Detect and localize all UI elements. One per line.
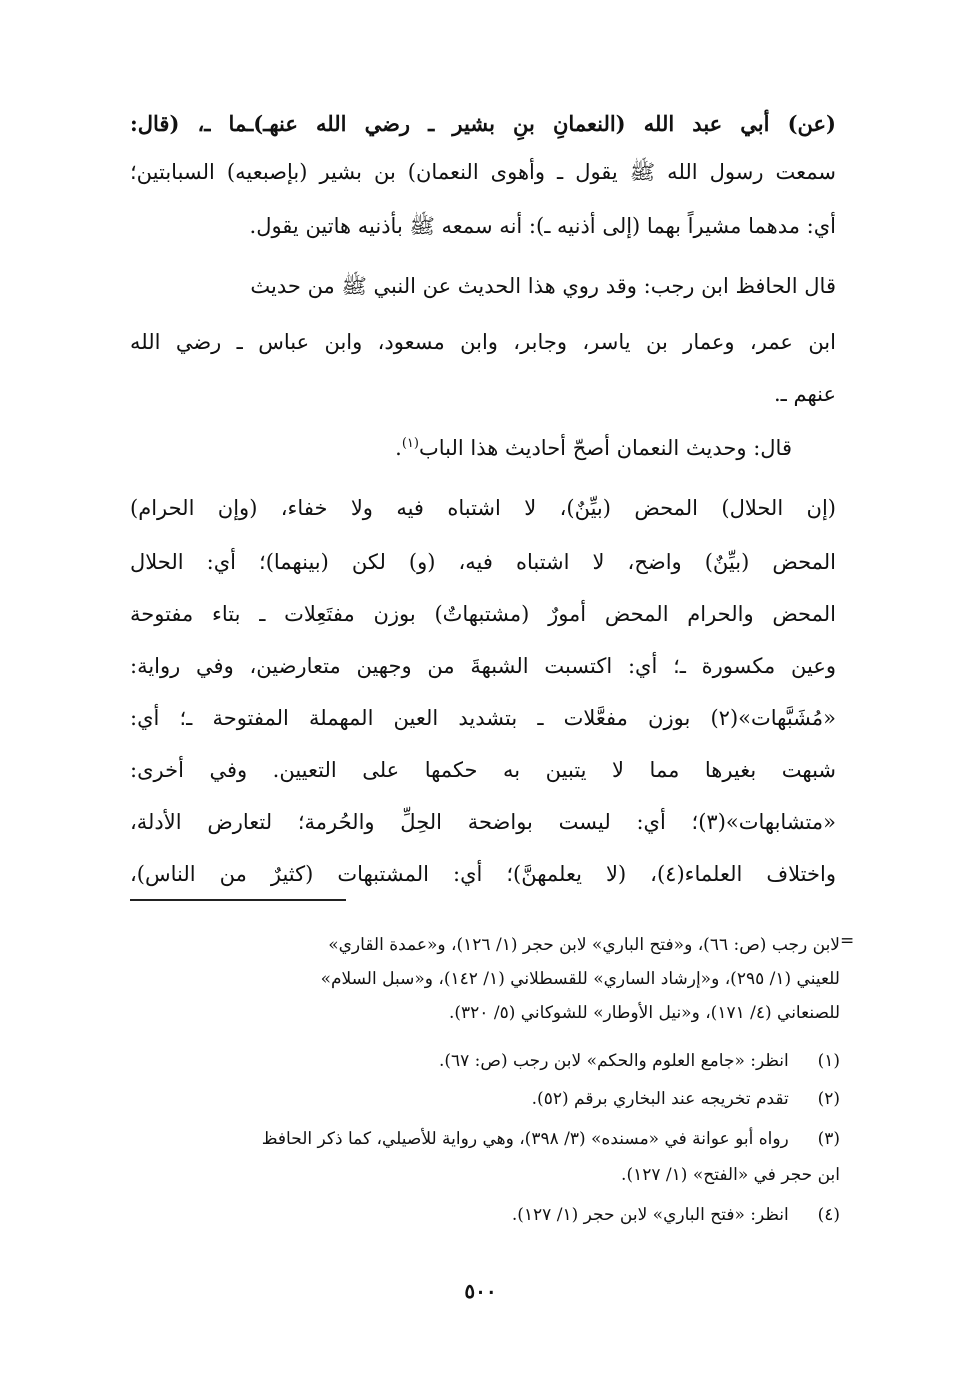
text-line: شبهت بغيرها مما لا يتبين به حكمها على التعيين. وفي أخرى: [130, 758, 836, 782]
text-line [130, 430, 836, 466]
footnote-number: (٢) [817, 1089, 840, 1109]
footnote-text: انظر: «جامع العلوم والحكم» لابن رجب (ص: ٦٧). [438, 1051, 789, 1071]
footnote-item [130, 1044, 840, 1078]
text-line: المحض والحرام المحض أمورٌ (مشتبهاتٌ) بوزن مفتَعِلات ـ بتاء مفتوحة [130, 602, 836, 626]
text-span: . [395, 436, 402, 460]
text-line: (إن الحلال) المحض (بيِّنٌ)، لا اشتباه فيه ولا خفاء، (وإن الحرام) [130, 496, 836, 520]
text-line: المحض (بيِّنٌ) واضح، لا اشتباه فيه، (و) لكن (بينهما)؛ أي: الحلال [130, 550, 836, 574]
text-line: (عن) أبي عبد الله (النعمانِ بنِ بشير ـ رضي الله عنهـ)ـما ـ، (قال: [130, 111, 836, 136]
footnote-item [130, 1122, 840, 1156]
footnote-number: (١) [817, 1051, 840, 1071]
footnote-line: لابن رجب (ص: ٦٦)، و«فتح الباري» لابن حجر (١/ ١٢٦)، و«عمدة القاري» [328, 935, 840, 955]
footnote-line: للعيني (١/ ٢٩٥)، و«إرشاد الساري» للقسطلاني (١/ ١٤٢)، و«سبل السلام» [320, 969, 840, 989]
text-span: قال: وحديث النعمان أصحّ أحاديث هذا الباب [418, 436, 792, 460]
text-line: قال الحافظ ابن رجب: وقد روي هذا الحديث عن النبي ﷺ من حديث [250, 274, 836, 298]
text-line: سمعت رسول الله ﷺ يقول ـ وأهوى النعمان) بن بشير (بإصبعيه) السبابتين؛ [130, 160, 836, 184]
footnote-item [130, 1082, 840, 1116]
footnote-line: للصنعاني (٤/ ١٧١)، و«نيل الأوطار» للشوكاني (٥/ ٣٢٠). [448, 1003, 840, 1023]
footnote-ref: (١) [401, 436, 419, 451]
text-line: أي: مدهما مشيراً بهما (إلى أذنيه ـ): أنه سمعه ﷺ بأذنيه هاتين يقول. [249, 214, 836, 238]
text-line: عنهم ـ. [773, 382, 836, 406]
page-number: ٥٠٠ [464, 1279, 497, 1303]
footnote-separator [130, 899, 346, 901]
text-line: «متشابهات»(٣)؛ أي: ليست بواضحة الحِلِّ والحُرمة؛ لتعارض الأدلة، [130, 810, 836, 834]
footnote-text: انظر: «فتح الباري» لابن حجر (١/ ١٢٧). [511, 1205, 789, 1225]
footnote-continuation-mark: = [840, 931, 855, 951]
footnote-text: رواه أبو عوانة في «مسنده» (٣/ ٣٩٨)، وهي رواية للأصيلي، كما ذكر الحافظ [261, 1129, 789, 1149]
text-line: ابن عمر، وعمار بن ياسر، وجابر، وابن مسعود، وابن عباس ـ رضي الله [130, 330, 836, 354]
footnote-line: ابن حجر في «الفتح» (١/ ١٢٧). [621, 1165, 840, 1185]
footnote-number: (٤) [817, 1205, 840, 1225]
footnote-item [130, 1198, 840, 1232]
text-line: وعين مكسورة ـ؛ أي: اكتسبت الشبهةَ من وجهين متعارضين، وفي رواية: [130, 654, 836, 678]
text-line: واختلاف العلماء(٤)، (لا يعلمهنَّ)؛ أي: المشتبهات (كثيرٌ من الناس)، [130, 862, 836, 886]
text-line: «مُشَبَّهات»(٢) بوزن مفعَّلات ـ بتشديد العين المهملة المفتوحة ـ؛ أي: [130, 706, 836, 730]
footnote-number: (٣) [817, 1129, 840, 1149]
footnote-text: تقدم تخريجه عند البخاري برقم (٥٢). [531, 1089, 789, 1109]
